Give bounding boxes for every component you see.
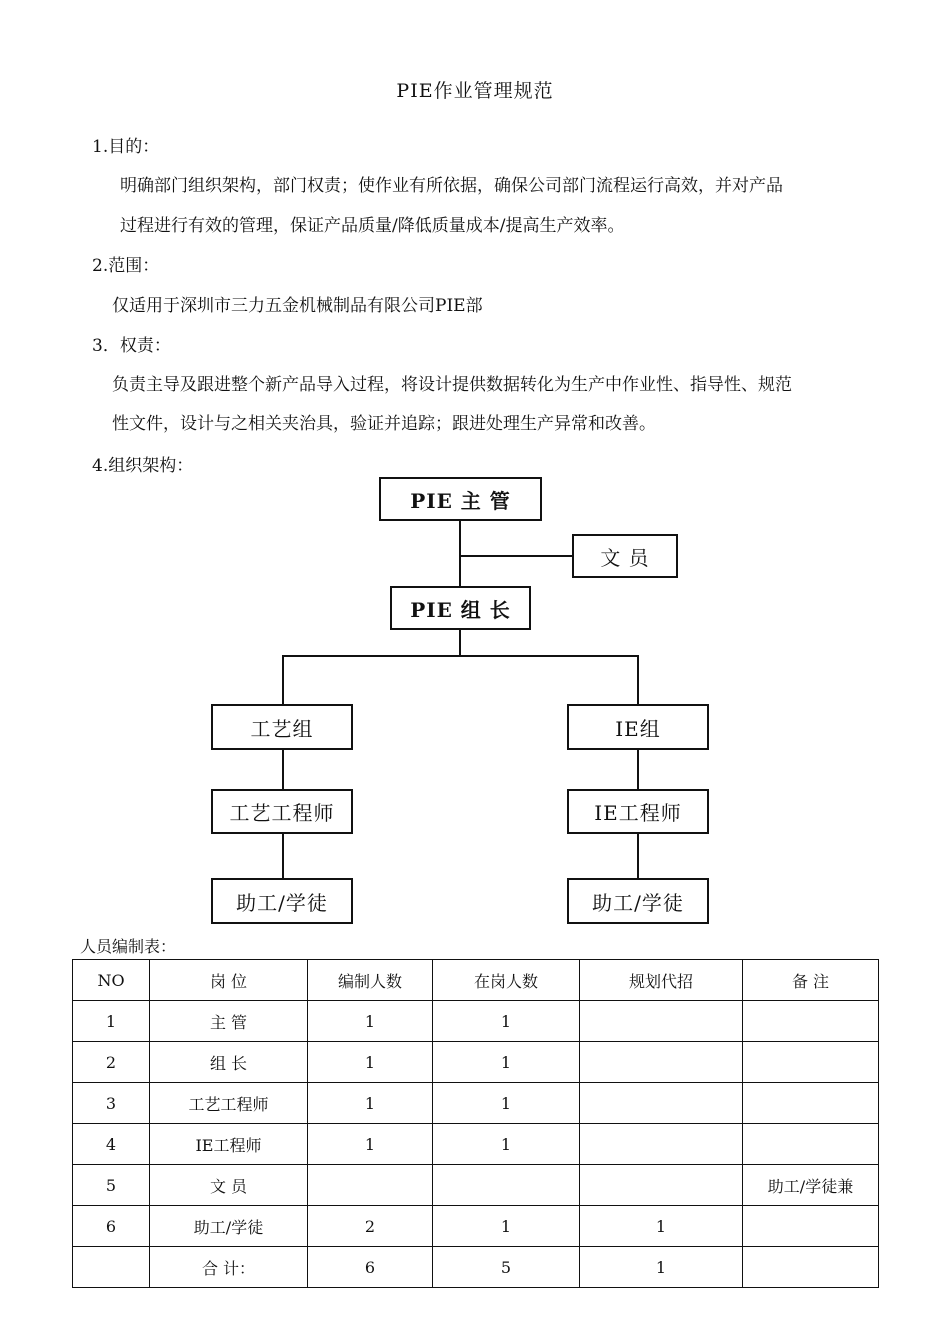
table-row [73, 1206, 879, 1247]
table-cell: 2 [73, 1042, 150, 1083]
connector-line [459, 519, 461, 588]
table-cell: 1 [73, 1001, 150, 1042]
header-cell-recruit: 规划代招 [580, 960, 743, 1001]
table-cell [743, 1247, 879, 1288]
table-cell: 6 [73, 1206, 150, 1247]
header-cell-no: NO [73, 960, 150, 1001]
connector-line [637, 832, 639, 880]
table-cell [743, 1001, 879, 1042]
connector-line [282, 832, 284, 880]
table-cell: 助工/学徒兼 [743, 1165, 879, 1206]
table-cell: 5 [433, 1247, 580, 1288]
table-cell: 1 [433, 1206, 580, 1247]
staff-table-caption: 人员编制表： [80, 937, 177, 956]
table-row [73, 1165, 879, 1206]
org-box-pie-leader: PIE 组 长 [390, 586, 531, 630]
org-box-process-engineer: 工艺工程师 [211, 789, 353, 834]
section-purpose-line-2: 过程进行有效的管理，保证产品质量/降低质量成本/提高生产效率。 [120, 216, 625, 236]
table-cell [743, 1206, 879, 1247]
table-cell: 3 [73, 1083, 150, 1124]
table-cell [580, 1124, 743, 1165]
staff-table [72, 959, 879, 1288]
section-scope-heading: 2.范围： [92, 256, 160, 276]
connector-line [459, 629, 461, 656]
table-cell [580, 1165, 743, 1206]
table-cell: 1 [580, 1206, 743, 1247]
table-cell: 主 管 [150, 1001, 308, 1042]
section-responsibility-heading: 3．权责： [92, 336, 171, 356]
header-cell-remark: 备 注 [743, 960, 879, 1001]
table-cell [580, 1042, 743, 1083]
table-cell [73, 1247, 150, 1288]
table-cell: 1 [308, 1001, 433, 1042]
connector-line [282, 655, 284, 706]
table-cell: 合 计： [150, 1247, 308, 1288]
section-responsibility-line-1: 负责主导及跟进整个新产品导入过程，将设计提供数据转化为生产中作业性、指导性、规范 [112, 375, 792, 395]
table-row [73, 1042, 879, 1083]
table-cell: 1 [433, 1001, 580, 1042]
table-cell: 1 [433, 1083, 580, 1124]
table-cell: 助工/学徒 [150, 1206, 308, 1247]
table-cell: 1 [308, 1042, 433, 1083]
table-cell: 2 [308, 1206, 433, 1247]
table-cell [580, 1001, 743, 1042]
connector-line [637, 748, 639, 791]
section-org-heading: 4.组织架构： [92, 456, 194, 476]
section-responsibility-line-2: 性文件，设计与之相关夹治具，验证并追踪；跟进处理生产异常和改善。 [112, 414, 656, 434]
header-cell-planned: 编制人数 [308, 960, 433, 1001]
table-total-row [73, 1247, 879, 1288]
document-title: PIE作业管理规范 [396, 80, 554, 102]
table-row [73, 1083, 879, 1124]
table-cell: 1 [433, 1042, 580, 1083]
table-cell [308, 1165, 433, 1206]
header-cell-onduty: 在岗人数 [433, 960, 580, 1001]
table-cell: 文 员 [150, 1165, 308, 1206]
table-cell: IE工程师 [150, 1124, 308, 1165]
table-cell [743, 1042, 879, 1083]
org-box-process-group: 工艺组 [211, 704, 353, 750]
table-cell [743, 1083, 879, 1124]
table-cell [743, 1124, 879, 1165]
org-box-clerk: 文 员 [572, 534, 678, 578]
org-box-assistant-left: 助工/学徒 [211, 878, 353, 924]
table-cell: 5 [73, 1165, 150, 1206]
section-scope-line-1: 仅适用于深圳市三力五金机械制品有限公司PIE部 [112, 296, 483, 316]
table-cell [580, 1083, 743, 1124]
org-box-assistant-right: 助工/学徒 [567, 878, 709, 924]
table-cell: 工艺工程师 [150, 1083, 308, 1124]
connector-line [282, 655, 639, 657]
header-cell-position: 岗 位 [150, 960, 308, 1001]
table-cell: 1 [308, 1083, 433, 1124]
table-cell: 4 [73, 1124, 150, 1165]
table-cell: 1 [580, 1247, 743, 1288]
connector-line [282, 748, 284, 791]
table-row [73, 1001, 879, 1042]
org-box-ie-group: IE组 [567, 704, 709, 750]
table-cell [433, 1165, 580, 1206]
connector-line [637, 655, 639, 706]
table-cell: 1 [308, 1124, 433, 1165]
table-cell: 组 长 [150, 1042, 308, 1083]
table-cell: 1 [433, 1124, 580, 1165]
connector-line [459, 555, 574, 557]
table-cell: 6 [308, 1247, 433, 1288]
table-row [73, 1124, 879, 1165]
table-header-row [73, 960, 879, 1001]
section-purpose-heading: 1.目的： [92, 137, 160, 157]
org-box-pie-supervisor: PIE 主 管 [379, 477, 542, 521]
section-purpose-line-1: 明确部门组织架构，部门权责；使作业有所依据，确保公司部门流程运行高效，并对产品 [120, 176, 783, 196]
org-box-ie-engineer: IE工程师 [567, 789, 709, 834]
